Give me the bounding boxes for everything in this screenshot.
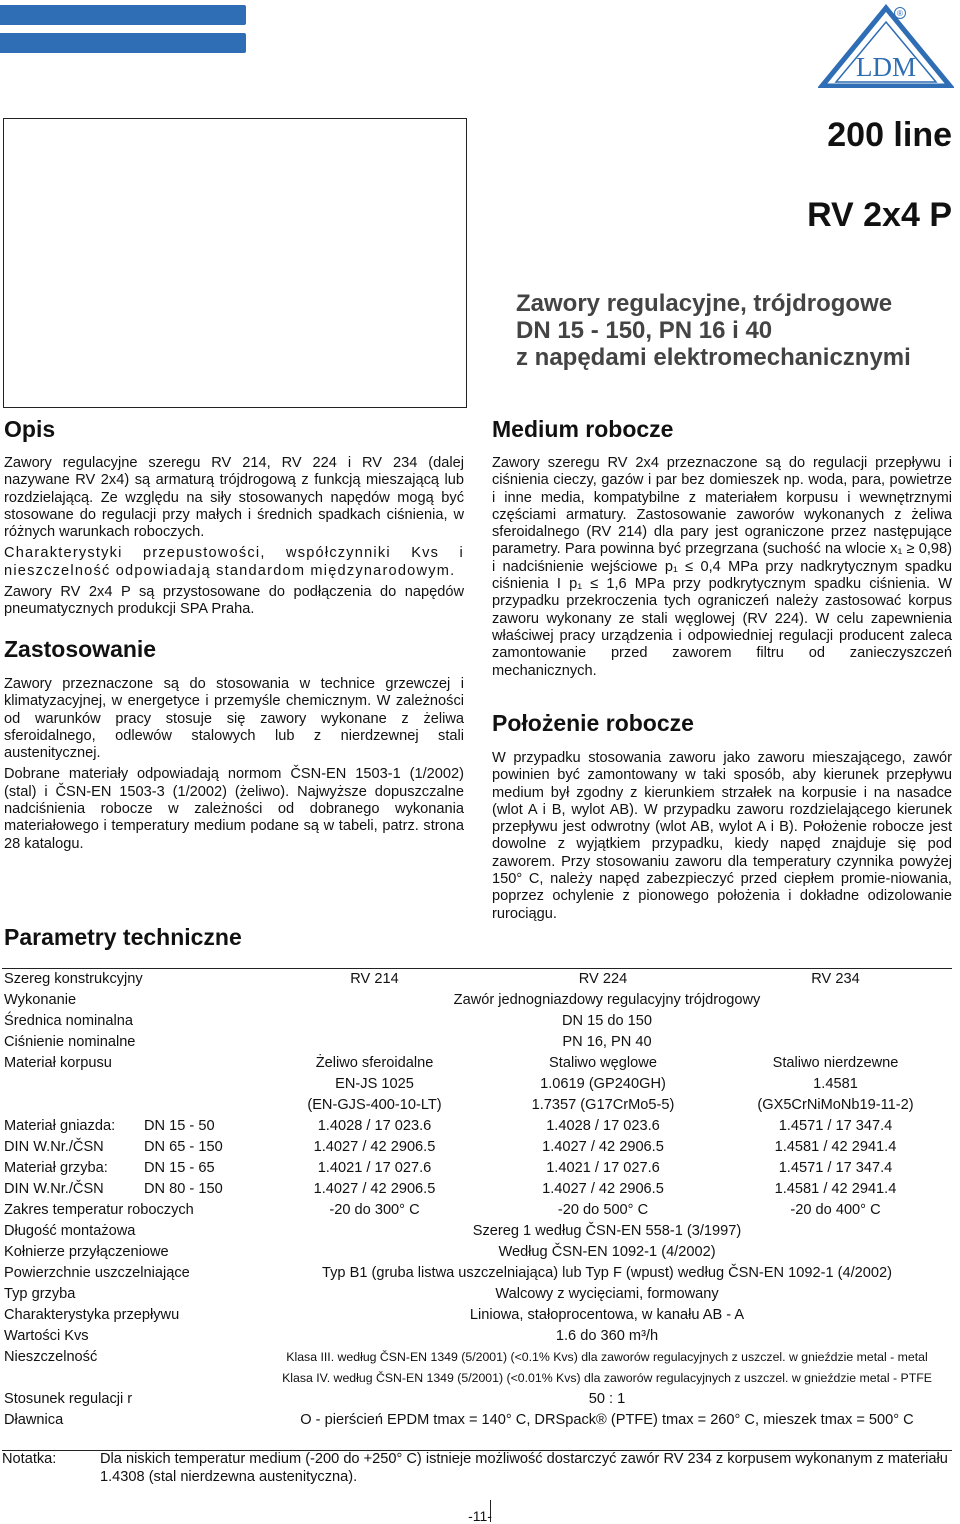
cell: Walcowy z wycięciami, formowany <box>495 1286 719 1302</box>
ldm-logo-icon <box>818 4 954 88</box>
section-title-medium: Medium robocze <box>492 416 674 442</box>
cell-line: Żeliwo sferoidalne <box>315 1055 434 1071</box>
product-subtitle <box>516 290 911 371</box>
product-model-title: RV 2x4 P <box>807 196 952 234</box>
cell: Liniowa, stałoprocentowa, w kanału AB - A <box>469 1307 745 1323</box>
row-label: Kołnierze przyłączeniowe <box>4 1244 169 1260</box>
cell: 1.4021 / 17 027.6 <box>317 1160 432 1176</box>
section-title-polozenie: Położenie robocze <box>492 710 694 736</box>
row-label: Charakterystyka przepływu <box>4 1307 180 1323</box>
note <box>2 1450 952 1486</box>
note-label: Notatka: <box>2 1451 57 1467</box>
cell <box>487 1053 719 1116</box>
cell: 1.4027 / 42 2906.5 <box>313 1181 436 1197</box>
section-title-parametry: Parametry techniczne <box>4 924 242 950</box>
table-row <box>2 1221 952 1242</box>
cell: 1.4027 / 42 2906.5 <box>313 1139 436 1155</box>
table-row <box>2 1242 952 1263</box>
note-text: Dla niskich temperatur medium (-200 do +250° C) istnieje możliwość dostarczyć zawór RV 234 z korpusem wykonanym z materiału 1.4308 (stal nierdzewna austenityczna). <box>100 1451 948 1485</box>
row-label: Dławnica <box>4 1412 64 1428</box>
opis-paragraph-1: Zawory regulacyjne szeregu RV 214, RV 224 i RV 234 (dalej nazywane RV 2x4) są armaturą trójdrogową z funkcją mieszającą lub rozdzielającą. Ze względu na siły stosowanych napędów mogą być stosowane do regulacji przy małych i średnich spadkach ciśnienia, w różnych warunkach roboczych. <box>4 455 464 541</box>
cell: Typ B1 (gruba listwa uszczelniająca) lub Typ F (wpust) według ČSN-EN 1092-1 (4/2002) <box>322 1265 892 1281</box>
cell <box>719 1053 952 1116</box>
row-label: Materiał gniazda: <box>4 1118 116 1134</box>
cell: -20 do 400° C <box>790 1202 881 1218</box>
row-label: Wartości Kvs <box>4 1328 89 1344</box>
table-row <box>2 1347 952 1389</box>
table-row <box>2 1410 952 1431</box>
table-row <box>2 1263 952 1284</box>
cell: PN 16, PN 40 <box>562 1034 652 1050</box>
row-dn: DN 15 - 50 <box>144 1118 215 1134</box>
subtitle-line-2: DN 15 - 150, PN 16 i 40 <box>516 317 773 344</box>
table-row <box>2 1389 952 1410</box>
medium-body <box>492 455 952 684</box>
cell: Według ČSN-EN 1092-1 (4/2002) <box>498 1244 716 1260</box>
product-photo-frame <box>3 118 467 408</box>
table-row <box>2 1053 952 1116</box>
row-label: Średnica nominalna <box>4 1013 133 1029</box>
cell-line: Klasa IV. według ČSN-EN 1349 (5/2001) (<0.01% Kvs) dla zaworów regulacyjnych z uszczel. w gnieździe metal - PTFE <box>282 1371 932 1385</box>
row-dn: DN 80 - 150 <box>144 1181 223 1197</box>
parameters-table <box>2 968 952 1431</box>
cell: 1.4571 / 17 347.4 <box>778 1118 893 1134</box>
table-row <box>2 1137 952 1158</box>
zastosowanie-paragraph-2: Dobrane materiały odpowiadają normom ČSN-EN 1503-1 (1/2002) (stal) i ČSN-EN 1503-3 (1/2002) (żeliwo). Najwyższe dopuszczalne nadciśnienia robocze w zależności od dobranego wykonania materiałowego i temperatury medium podane są w tabeli, patrz. strona 28 katalogu. <box>4 766 464 852</box>
table-row <box>2 1305 952 1326</box>
table-row <box>2 1179 952 1200</box>
row-label: Materiał grzyba: <box>4 1160 108 1176</box>
section-title-opis: Opis <box>4 416 56 442</box>
cell: -20 do 500° C <box>557 1202 649 1218</box>
cell-line: 1.0619 (GP240GH) <box>540 1076 666 1092</box>
section-title-zastosowanie: Zastosowanie <box>4 636 157 662</box>
table-row <box>2 1326 952 1347</box>
opis-body <box>4 455 464 623</box>
row-label: Zakres temperatur roboczych <box>4 1202 194 1218</box>
opis-paragraph-3: Zawory RV 2x4 P są przystosowane do podłączenia do napędów pneumatycznych produkcji SPA Praha. <box>4 584 464 618</box>
cell: 1.4571 / 17 347.4 <box>778 1160 893 1176</box>
table-row <box>2 1011 952 1032</box>
cell: 1.6 do 360 m³/h <box>555 1328 659 1344</box>
cell-line: (EN-GJS-400-10-LT) <box>307 1097 442 1113</box>
cell: O - pierścień EPDM tmax = 140° C, DRSpack® (PTFE) tmax = 260° C, mieszek tmax = 500° C <box>300 1412 914 1428</box>
cell-line: 1.7357 (G17CrMo5-5) <box>531 1097 675 1113</box>
row-label: Powierzchnie uszczelniające <box>4 1265 190 1281</box>
cell: Zawór jednogniazdowy regulacyjny trójdrogowy <box>453 992 761 1008</box>
cell-line: Klasa III. według ČSN-EN 1349 (5/2001) (<0.1% Kvs) dla zaworów regulacyjnych z uszczel. w gnieździe metal - metal <box>286 1350 928 1364</box>
cell: -20 do 300° C <box>329 1202 420 1218</box>
cell: 1.4021 / 17 027.6 <box>546 1160 660 1176</box>
cell <box>262 1053 487 1116</box>
row-dn: DN 15 - 65 <box>144 1160 215 1176</box>
cell: RV 214 <box>350 971 399 987</box>
row-label: Długość montażowa <box>4 1223 136 1239</box>
table-row <box>2 1116 952 1137</box>
opis-paragraph-2: Charakterystyki przepustowości, współczynniki Kvs i nieszczelność odpowiadają standardom międzynarodowym. <box>4 545 464 579</box>
row-dn: DN 65 - 150 <box>144 1139 223 1155</box>
cell: 50 : 1 <box>588 1391 626 1407</box>
cell: 1.4028 / 17 023.6 <box>317 1118 432 1134</box>
medium-paragraph-1: Zawory szeregu RV 2x4 przeznaczone są do regulacji przepływu i ciśnienia cieczy, gazów i par bez domieszek np. woda, para, powietrze i inne media, kompatybilne z materiałem korpusu i wewnętrznymi częściami armatury. Zastosowanie zaworów wykonanych z żeliwa sferoidalnego (RV 214) dla pary jest ograniczone przez następujące parametry. Para powinna być przegrzana (suchość na wlocie x₁ ≥ 0,98) i nadciśnienie wejściowe p₁ ≤ 0,4 MPa przy nadkrytycznym spadku ciśnienia I p₁ ≤ 1,6 MPa przy podkrytycznym spadku ciśnienia. W przypadku przekroczenia tych ograniczeń należy zastosować korpus zaworu wykonany ze stali węglowej (RV 224). W celu zapewnienia właściwej pracy urządzenia i odpowiedniej regulacji producent zaleca zamontowanie przed zaworem filtru od zanieczyszczeń mechanicznych. <box>492 455 952 679</box>
zastosowanie-body <box>4 676 464 857</box>
cell: RV 224 <box>578 971 628 987</box>
table-row <box>2 1032 952 1053</box>
cell: RV 234 <box>811 971 860 987</box>
polozenie-paragraph-1: W przypadku stosowania zaworu jako zaworu mieszającego, zawór powinien być zamontowany w taki sposób, aby kierunek przepływu medium był zgodny z kierunkiem strzałek na korpusie i na nasadce (wlot A i B, wylot AB). W przypadku zaworu rozdzielającego kierunek przepływu jest odwrotny (wlot AB, wylot A i B). Położenie robocze jest dowolne z wyjątkiem przypadku, kiedy napęd znajduje się pod zaworem. Przy stosowaniu zaworu dla temperatury czynnika powyżej 150° C, należy napęd zabezpieczyć przed ciepłem promie-niowania, poprzez ochylenie z pionowego położenia i dokładne odizolowanie rurociągu. <box>492 750 952 922</box>
cell: 1.4028 / 17 023.6 <box>546 1118 660 1134</box>
table-row <box>2 990 952 1011</box>
cell: 1.4581 / 42 2941.4 <box>774 1181 897 1197</box>
cell-line: EN-JS 1025 <box>335 1076 414 1092</box>
cell: 1.4027 / 42 2906.5 <box>542 1181 664 1197</box>
table-row <box>2 1158 952 1179</box>
cell: DN 15 do 150 <box>561 1013 653 1029</box>
table-row <box>2 1200 952 1221</box>
row-label: DIN W.Nr./ČSN <box>4 1139 104 1155</box>
row-label: Ciśnienie nominalne <box>4 1034 136 1050</box>
cell: 1.4027 / 42 2906.5 <box>542 1139 664 1155</box>
row-label: Wykonanie <box>4 992 77 1008</box>
cell: 1.4581 / 42 2941.4 <box>774 1139 897 1155</box>
product-line-title: 200 line <box>827 116 952 154</box>
cell: Szereg 1 według ČSN-EN 558-1 (3/1997) <box>472 1223 742 1239</box>
cell-line: Staliwo węglowe <box>549 1055 657 1071</box>
row-label: DIN W.Nr./ČSN <box>4 1181 104 1197</box>
polozenie-body <box>492 750 952 927</box>
cell <box>262 1347 952 1389</box>
row-label: Typ grzyba <box>4 1286 76 1302</box>
subtitle-line-1: Zawory regulacyjne, trójdrogowe <box>516 290 893 317</box>
header-bar-bottom <box>0 33 246 53</box>
table-row <box>2 969 952 991</box>
cell-line: (GX5CrNiMoNb19-11-2) <box>757 1097 914 1113</box>
subtitle-line-3: z napędami elektromechanicznymi <box>516 344 911 371</box>
registered-mark: ® <box>897 9 903 18</box>
table-row <box>2 1284 952 1305</box>
cell-line: Staliwo nierdzewne <box>772 1055 899 1071</box>
row-label: Materiał korpusu <box>4 1055 112 1071</box>
row-label: Nieszczelność <box>4 1349 98 1365</box>
row-label: Stosunek regulacji r <box>4 1391 133 1407</box>
row-label: Szereg konstrukcyjny <box>4 971 143 987</box>
header-bar-top <box>0 5 246 25</box>
cell-line: 1.4581 <box>813 1076 858 1092</box>
logo-text: LDM <box>856 52 916 82</box>
zastosowanie-paragraph-1: Zawory przeznaczone są do stosowania w technice grzewczej i klimatyzacyjnej, w energetyce i przemyśle chemicznym. W zależności od warunków pracy stosuje się zawory wykonane z żeliwa sferoidalnego, odlewów stalowych lub z nierdzewnej stali austenitycznej. <box>4 676 464 762</box>
page-number: -11- <box>468 1508 492 1524</box>
